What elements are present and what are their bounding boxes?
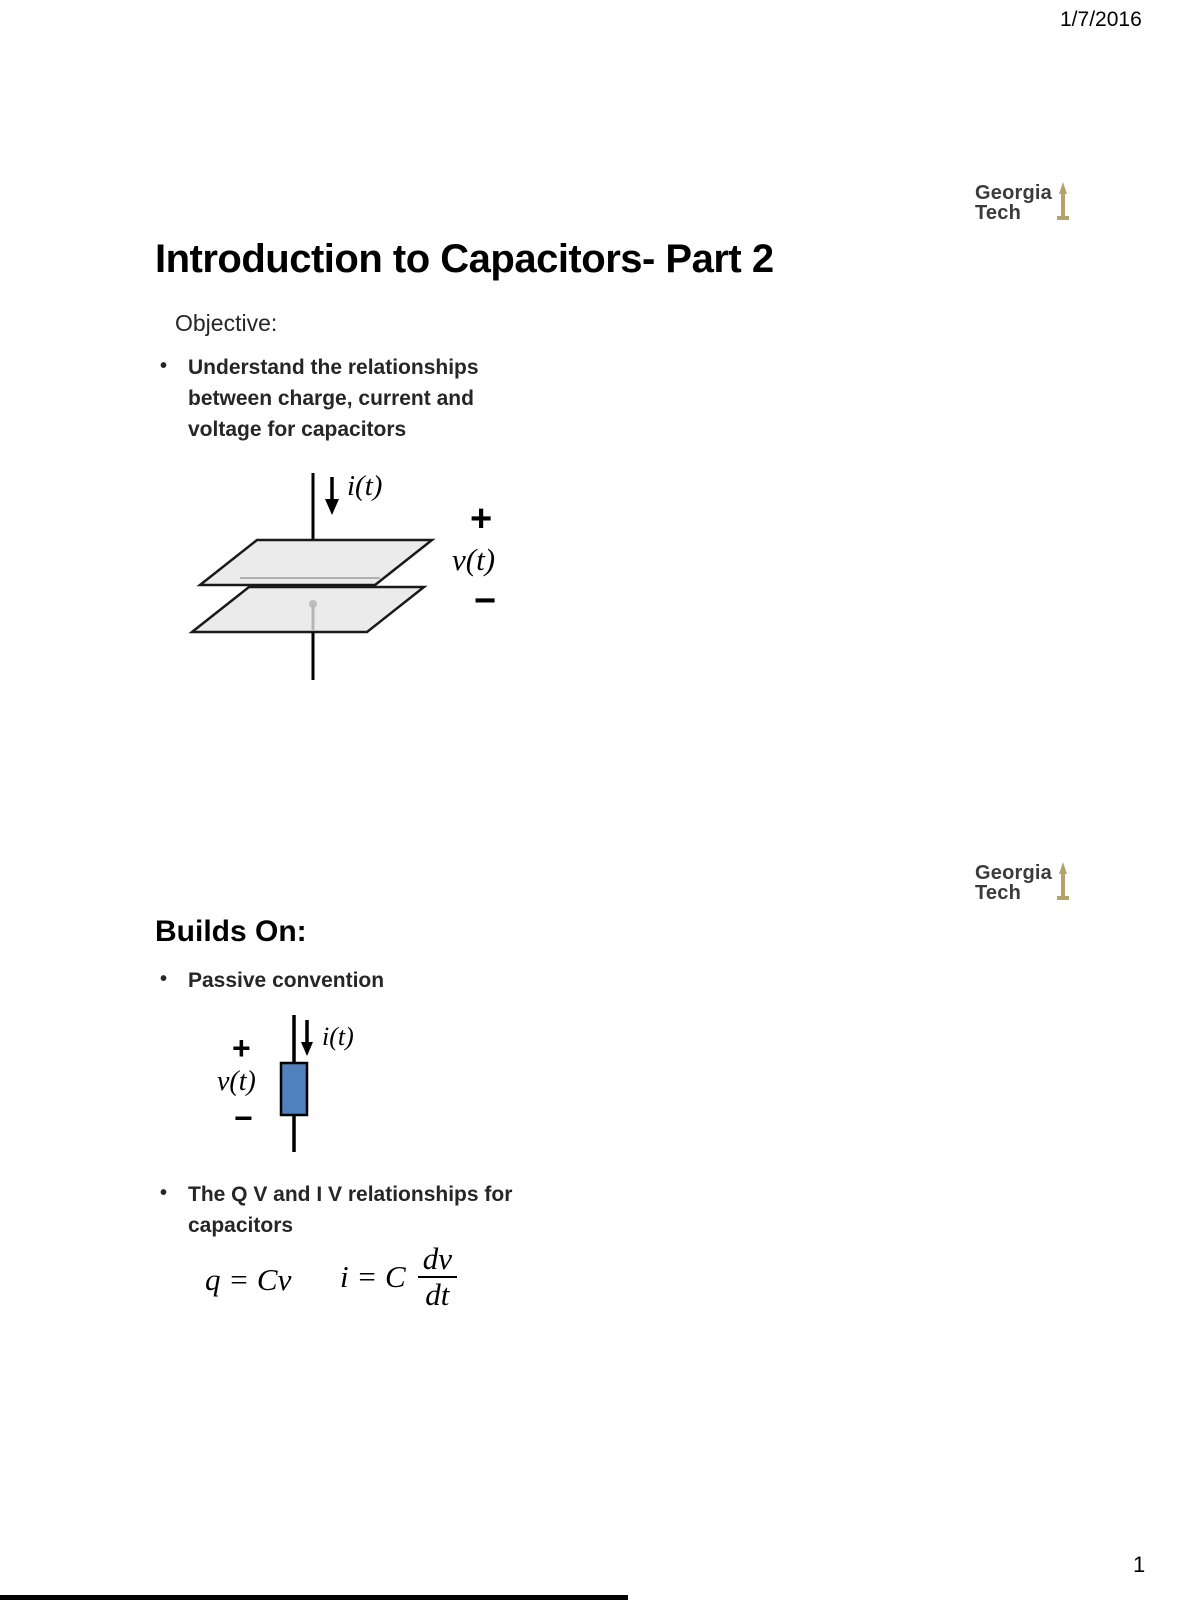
tech-tower-icon bbox=[1055, 862, 1071, 904]
current-arrow-head bbox=[325, 499, 339, 515]
objective-label: Objective: bbox=[175, 310, 278, 336]
voltage-label: v(t) bbox=[452, 542, 496, 577]
tech-tower-icon bbox=[1055, 182, 1071, 224]
current-label: i(t) bbox=[347, 470, 383, 502]
bullet-marker: • bbox=[160, 355, 168, 377]
logo-word-tech: Tech bbox=[975, 882, 1021, 904]
logo-word-georgia: Georgia bbox=[975, 862, 1052, 884]
bullet-marker: • bbox=[160, 1182, 168, 1204]
capacitor-bottom-plate bbox=[192, 587, 424, 632]
bullet-marker: • bbox=[160, 968, 168, 990]
formula-i-cdvdt bbox=[340, 1241, 457, 1312]
slide2-bullet-2: The Q V and I V relationships for capacitors bbox=[188, 1183, 513, 1237]
georgia-tech-logo bbox=[975, 182, 1071, 224]
georgia-tech-wordmark bbox=[975, 863, 1052, 903]
derivative-fraction bbox=[418, 1241, 457, 1312]
slide1-title: Introduction to Capacitors- Part 2 bbox=[155, 237, 774, 281]
plus-sign: + bbox=[232, 1030, 251, 1066]
formula-prefix: i = C bbox=[340, 1259, 406, 1294]
logo-word-tech: Tech bbox=[975, 202, 1021, 224]
minus-sign: − bbox=[234, 1100, 253, 1136]
page-date: 1/7/2016 bbox=[1060, 8, 1142, 31]
georgia-tech-logo bbox=[975, 862, 1071, 904]
circuit-element-body bbox=[281, 1063, 307, 1115]
voltage-label: v(t) bbox=[217, 1066, 256, 1097]
page-number: 1 bbox=[1133, 1552, 1146, 1577]
formula-q-cv: q = Cv bbox=[205, 1262, 292, 1297]
logo-word-georgia: Georgia bbox=[975, 182, 1052, 204]
georgia-tech-wordmark bbox=[975, 183, 1052, 223]
current-label: i(t) bbox=[322, 1022, 354, 1051]
fraction-denominator: dt bbox=[425, 1277, 450, 1312]
slide2-title: Builds On: bbox=[155, 915, 307, 948]
plus-sign: + bbox=[470, 498, 493, 540]
fraction-numerator: dv bbox=[418, 1244, 457, 1278]
next-slide-edge bbox=[0, 1595, 628, 1600]
current-arrow-head bbox=[301, 1042, 313, 1056]
slide2-bullet-1: Passive convention bbox=[188, 969, 385, 992]
minus-sign: − bbox=[474, 580, 497, 622]
slide1-bullet-1: Understand the relationships between charge, current and voltage for capacitors bbox=[188, 356, 479, 441]
